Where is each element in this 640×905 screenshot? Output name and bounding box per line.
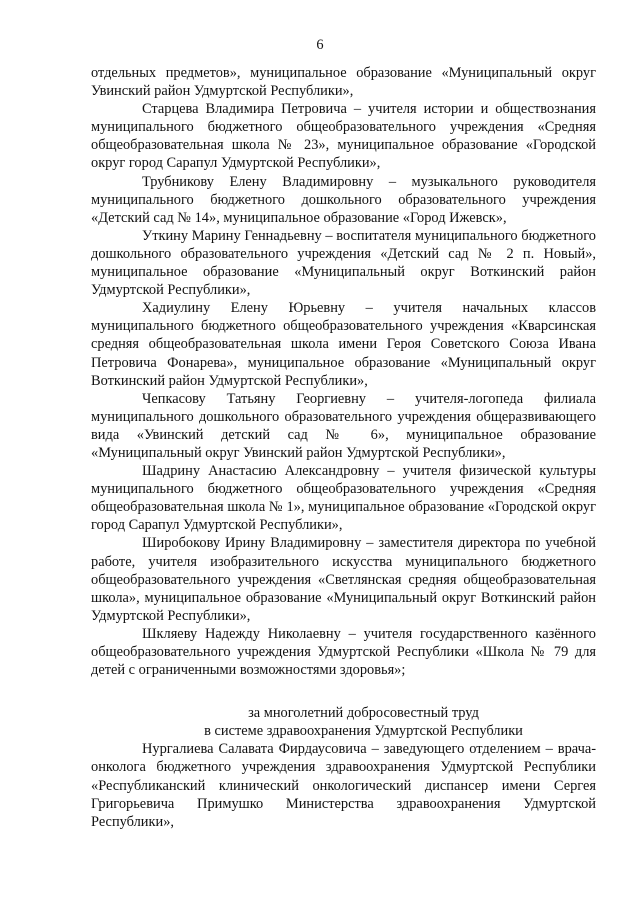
- section-heading-line-1: за многолетний добросовестный труд: [248, 705, 479, 722]
- award-paragraph: Шадрину Анастасию Александровну – учителя физической культуры муниципального бюджетного общеобразовательного учреждения «Средняя общеобразовательная школа № 1», муниципальное образование «Городской округ город Сарапул Удмуртской Республики»,: [91, 463, 596, 534]
- award-paragraph: Шкляеву Надежду Николаевну – учителя государственного казённого общеобразовательного учреждения Удмуртской Республики «Школа № 79 для детей с ограниченными возможностями здоровья»;: [91, 625, 596, 679]
- section-heading-line-2: в системе здравоохранения Удмуртской Республики: [204, 723, 523, 740]
- section-gap: [91, 679, 596, 704]
- award-list-healthcare: [91, 740, 596, 830]
- award-paragraph: Широбокову Ирину Владимировну – заместителя директора по учебной работе, учителя изобразительного искусства муниципального бюджетного общеобразовательного учреждения «Светлянская средняя общеобразовательная школа», муниципальное образование «Муниципальный округ Воткинский район Удмуртской Республики»,: [91, 535, 596, 624]
- award-paragraph: Чепкасову Татьяну Георгиевну – учителя-логопеда филиала муниципального дошкольного образовательного учреждения общеразвивающего вида «Увинский детский сад № 6», муниципальное образование «Муниципальный округ Увинский район Удмуртской Республики»,: [91, 390, 596, 461]
- award-paragraph: Хадиулину Елену Юрьевну – учителя начальных классов муниципального бюджетного общеобразовательного учреждения «Кварсинская средняя общеобразовательная школа имени Героя Советского Союза Ивана Петровича Фонарева», муниципальное образование «Муниципальный округ Воткинский район Удмуртской Республики»,: [91, 300, 596, 389]
- award-paragraph: отдельных предметов», муниципальное образование «Муниципальный округ Увинский район Удмуртской Республики»,: [91, 65, 596, 100]
- award-list-teachers: [91, 64, 596, 679]
- award-paragraph: Трубникову Елену Владимировну – музыкального руководителя муниципального бюджетного дошкольного образовательного учреждения «Детский сад № 14», муниципальное образование «Город Ижевск»,: [91, 173, 596, 226]
- award-paragraph: Уткину Марину Геннадьевну – воспитателя муниципального бюджетного дошкольного образовательного учреждения «Детский сад № 2 п. Новый», муниципальное образование «Муниципальный округ Воткинский район Удмуртской Республики»,: [91, 227, 596, 299]
- section-heading: [91, 704, 596, 740]
- award-paragraph: Старцева Владимира Петровича – учителя истории и обществознания муниципального бюджетного общеобразовательного учреждения «Средняя общеобразовательная школа № 23», муниципальное образование «Городской округ город Сарапул Удмуртской Республики»,: [91, 101, 596, 172]
- document-body: [91, 64, 596, 831]
- page-number: 6: [316, 37, 324, 53]
- award-paragraph: Нургалиева Салавата Фирдаусовича – заведующего отделением – врача-онколога бюджетного учреждения здравоохранения Удмуртской Республики «Республиканский клинический онкологический диспансер имени Сергея Григорьевича Примушко Министерства здравоохранения Удмуртской Республики»,: [91, 741, 596, 830]
